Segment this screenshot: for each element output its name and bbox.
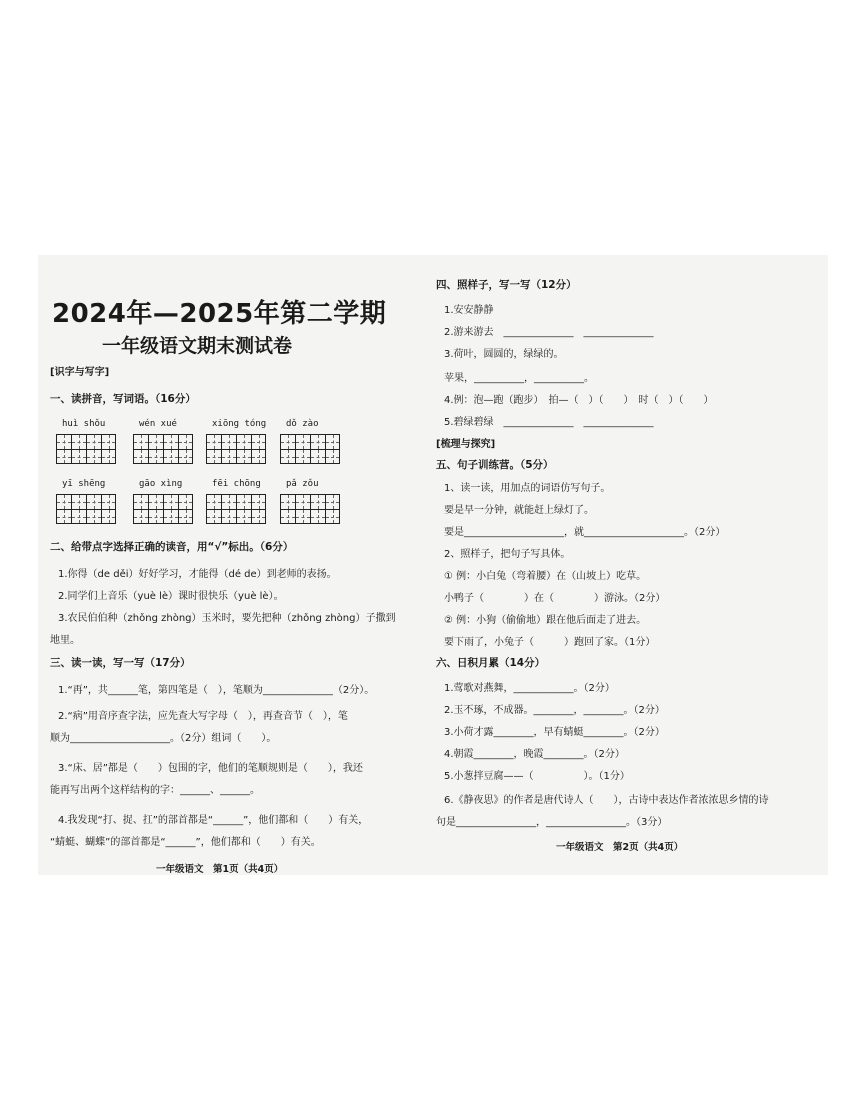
question-6-heading: 六、日积月累（14分） <box>436 657 546 669</box>
question-6-line: 4.朝霞________，晚霞________。（2分） <box>444 749 625 760</box>
pinyin-label: fēi chōng <box>212 479 261 489</box>
question-5-line: 1、读一读，用加点的词语仿写句子。 <box>444 483 611 494</box>
pinyin-grid-2 <box>133 419 193 464</box>
section-review: [梳理与探究] <box>436 439 496 450</box>
question-6-line: 6.《静夜思》的作者是唐代诗人（ ），古诗中表达作者浓浓思乡情的诗 <box>444 795 769 806</box>
question-3-line: 4.我发现“打、捉、扛”的部首都是“______”，他们都和（ ）有关， <box>58 815 369 826</box>
question-6-line: 1.莺歌对燕舞，____________。（2分） <box>444 683 615 694</box>
question-3-line: 2.“病”用音序查字法，应先查大写字母（ ），再查音节（ ），笔 <box>58 711 348 722</box>
question-5-line: 小鸭子（ ）在（ ）游泳。（2分） <box>444 593 666 604</box>
section-literacy: [识字与写字] <box>50 367 110 378</box>
pinyin-grid-3 <box>206 419 266 464</box>
question-5-line: ① 例：小白兔（弯着腰）在（山坡上）吃草。 <box>444 571 647 582</box>
question-3-line: “蜻蜓、蝴蝶”的部首都是“______”，他们都和（ ）有关。 <box>50 837 321 848</box>
pinyin-grid-8 <box>280 479 340 524</box>
pinyin-grid-1 <box>56 419 116 464</box>
question-4-heading: 四、照样子，写一写（12分） <box>436 279 577 291</box>
pinyin-grid-6 <box>133 479 193 524</box>
question-3-line: 1.“再”，共______笔，第四笔是（ ），笔顺为______________（2分）。 <box>58 685 375 696</box>
pinyin-label: pǎ zǒu <box>286 479 319 489</box>
question-5-heading: 五、句子训练营。（5分） <box>436 459 554 471</box>
question-4-line: 1.安安静静 <box>444 305 494 316</box>
question-1-heading: 一、读拼音，写词语。（16分） <box>50 393 196 405</box>
question-5-line: 2、照样子，把句子写具体。 <box>444 549 571 560</box>
pinyin-grid-4 <box>280 419 340 464</box>
page-footer-1: 一年级语文 第1页（共4页） <box>156 864 284 875</box>
question-5-line: 要是____________________，就____________________。（2分） <box>444 527 726 538</box>
question-2-line: 2.同学们上音乐（yuè lè）课时很快乐（yuè lè）。 <box>58 591 284 602</box>
question-4-line: 3.荷叶，圆圆的，绿绿的。 <box>444 349 564 360</box>
pinyin-label: yī shēng <box>62 479 106 489</box>
question-2-line: 1.你得（de děi）好好学习，才能得（dé de）到老师的表扬。 <box>58 569 337 580</box>
question-3-line: 能再写出两个这样结构的字：______、______。 <box>50 785 260 796</box>
question-4-line: 4.例：泡—跑（跑步） 拍—（ ）（ ） 时（ ）（ ） <box>444 395 714 406</box>
pinyin-label: dǒ zào <box>286 419 319 429</box>
pinyin-label: xiōng tóng <box>212 419 267 429</box>
question-6-line: 3.小荷才露________，早有蜻蜓________。（2分） <box>444 727 665 738</box>
question-6-line: 5.小葱拌豆腐——（ ）。（1分） <box>444 771 630 782</box>
question-6-line: 句是________________，________________。（3分） <box>436 817 668 828</box>
question-4-line: 2.游来游去 ______________ ______________ <box>444 327 654 338</box>
question-3-line: 顺为____________________。（2分）组词（ ）。 <box>50 733 277 744</box>
exam-subtitle: 一年级语文期末测试卷 <box>102 335 293 357</box>
exam-sheet <box>38 255 828 875</box>
question-5-line: ② 例：小狗（偷偷地）跟在他后面走了进去。 <box>444 615 647 626</box>
question-3-heading: 三、读一读，写一写（17分） <box>50 657 191 669</box>
question-2-heading: 二、给带点字选择正确的读音，用“√”标出。（6分） <box>50 541 294 553</box>
exam-title: 2024年—2025年第二学期 <box>52 299 387 329</box>
question-2-line: 3.农民伯伯种（zhǒng zhòng）玉米时，要先把种（zhǒng zhòng）子撒到 <box>58 613 396 624</box>
pinyin-label: gāo xìng <box>139 479 183 489</box>
pinyin-grid-7 <box>206 479 266 524</box>
pinyin-label: huì shǒu <box>62 419 106 429</box>
question-4-line: 5.碧绿碧绿 ______________ ______________ <box>444 417 654 428</box>
pinyin-grid-5 <box>56 479 116 524</box>
question-5-line: 要是早一分钟，就能赶上绿灯了。 <box>444 505 594 516</box>
pinyin-label: wén xué <box>139 419 177 429</box>
question-3-line: 3.“床、居”都是（ ）包围的字，他们的笔顺规则是（ ），我还 <box>58 763 363 774</box>
question-6-line: 2.玉不琢，不成器。________，________。（2分） <box>444 705 665 716</box>
question-5-line: 要下雨了，小兔子（ ）跑回了家。（1分） <box>444 637 656 648</box>
question-4-line: 苹果，__________，__________。 <box>444 373 594 384</box>
question-2-line: 地里。 <box>50 635 80 646</box>
page-footer-2: 一年级语文 第2页（共4页） <box>556 842 684 853</box>
